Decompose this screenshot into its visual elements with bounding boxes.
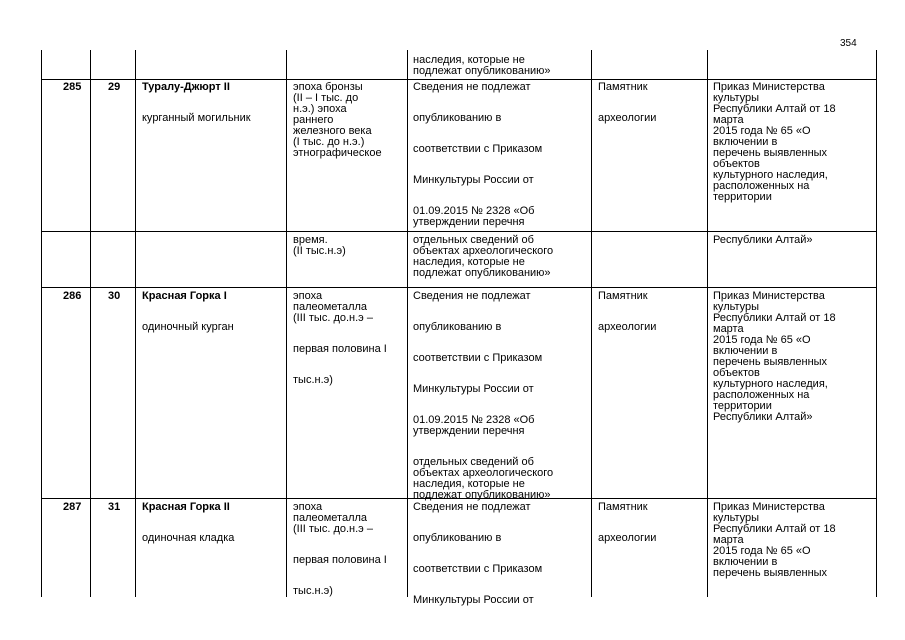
document-cell: Приказ Министерства культуры Республики Алтай от 18 марта 2015 года № 65 «О включении в перечень выявленных [713,501,836,579]
table-border [41,50,42,597]
table-border [591,50,592,597]
table-border [135,50,136,597]
object-name-cell [142,502,234,544]
table-border [41,287,877,288]
document-cell: Приказ Министерства культуры Республики Алтай от 18 марта 2015 года № 65 «О включении в перечень выявленных объектов культурного наследия, расположенных на территории [713,81,836,203]
row-number: 287 [63,501,82,513]
object-name: Красная Горка I [142,290,227,302]
object-type: курганный могильник [142,112,251,124]
table-border [286,50,287,597]
dating-cell: время. (II тыс.н.э) [293,234,346,257]
object-name-cell [142,291,234,333]
table-border [876,50,877,597]
page-number: 354 [840,38,857,49]
object-type: одиночный курган [142,321,234,333]
row-number: 286 [63,290,82,302]
category-cell: Памятник археологии [598,81,657,124]
row-subnumber: 31 [108,501,121,513]
object-type: одиночная кладка [142,532,235,544]
table-border [407,50,408,597]
row-number: 285 [63,81,82,93]
location-cell: отдельных сведений об объектах археологического наследия, которые не подлежат опубликованию» [413,234,554,279]
dating-cell: эпоха бронзы (II – I тыс. до н.э.) эпоха раннего железного века (I тыс. до н.э.) этнографическое [293,81,382,159]
table-border [41,231,877,232]
dating-cell: эпоха палеометалла (III тыс. до.н.э – первая половина I тыс.н.э) [293,501,387,597]
location-cell: Сведения не подлежат опубликованию в соответствии с Приказом Минкультуры России от 01.09.2015 № 2328 «Об утверждении перечня отдельных сведений об объектах археологического наследия, которые не подлежат опубликованию» [413,290,554,501]
object-name: Красная Горка II [142,501,230,513]
table-border [41,79,877,80]
cell-continuation: наследия, которые не подлежат опубликованию» [413,54,551,77]
table-border [90,50,91,597]
category-cell: Памятник археологии [598,501,657,544]
object-name: Туралу-Джюрт II [142,81,230,93]
document-cell: Республики Алтай» [713,234,813,246]
table-border [707,50,708,597]
dating-cell: эпоха палеометалла (III тыс. до.н.э – первая половина I тыс.н.э) [293,290,387,386]
location-cell: Сведения не подлежат опубликованию в соответствии с Приказом Минкультуры России от [413,501,543,606]
document-cell: Приказ Министерства культуры Республики Алтай от 18 марта 2015 года № 65 «О включении в перечень выявленных объектов культурного наследия, расположенных на территории Республики Алтай» [713,290,836,423]
location-cell: Сведения не подлежат опубликованию в соответствии с Приказом Минкультуры России от 01.09.2015 № 2328 «Об утверждении перечня [413,81,543,228]
category-cell: Памятник археологии [598,290,657,333]
row-subnumber: 30 [108,290,121,302]
row-subnumber: 29 [108,81,121,93]
object-name-cell [142,82,251,124]
